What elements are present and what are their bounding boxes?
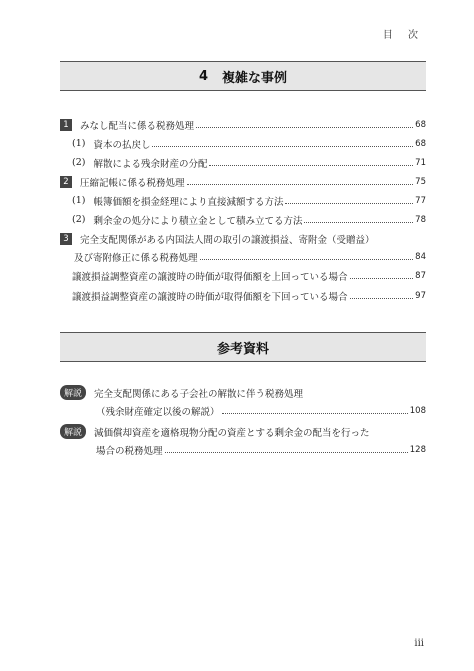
toc-entry[interactable] — [60, 230, 426, 247]
page-number: 78 — [415, 214, 426, 225]
reference-heading — [60, 332, 426, 362]
toc-entry-continuation[interactable] — [74, 248, 426, 265]
toc-subentry-title: 剰余金の処分により積立金として積み立てる方法 — [93, 215, 303, 227]
toc-subentry-title: 資本の払戻し — [93, 139, 151, 151]
toc-entry-title: みなし配当に係る税務処理 — [80, 120, 195, 132]
reference-entry[interactable] — [60, 384, 426, 401]
item-number-badge: 3 — [60, 233, 72, 245]
running-header: 目 次 — [382, 30, 424, 41]
subentry-number: (1) — [72, 195, 86, 206]
dot-leader — [304, 222, 413, 223]
toc-subentry[interactable] — [72, 192, 426, 209]
toc-subentry-title: 譲渡損益調整資産の譲渡時の時価が取得価額を下回っている場合 — [72, 291, 348, 303]
toc-entry[interactable] — [60, 173, 426, 190]
toc-entry-title: 完全支配関係がある内国法人間の取引の譲渡損益、寄附金（受贈益） — [80, 234, 375, 246]
item-number-badge: 1 — [60, 119, 72, 131]
section-heading — [60, 61, 426, 91]
page-number: 77 — [415, 195, 426, 206]
dot-leader — [196, 127, 413, 128]
dot-leader — [350, 298, 414, 299]
reference-entry-title: 減価償却資産を適格現物分配の資産とする剰余金の配当を行った — [94, 427, 370, 439]
commentary-tag: 解説 — [60, 424, 86, 439]
reference-entry-title-continued: （残余財産確定以後の解説） — [96, 406, 220, 418]
dot-leader — [350, 278, 414, 279]
subentry-number: (1) — [72, 138, 86, 149]
toc-subentry[interactable] — [72, 154, 426, 171]
reference-entry-continuation[interactable] — [96, 441, 426, 458]
dot-leader — [200, 259, 414, 260]
subentry-number: (2) — [72, 157, 86, 168]
item-number-badge: 2 — [60, 176, 72, 188]
reference-entry-title: 完全支配関係にある子会社の解散に伴う税務処理 — [94, 388, 304, 400]
commentary-tag: 解説 — [60, 385, 86, 400]
page-number: 87 — [415, 270, 426, 281]
page-number: 84 — [415, 251, 426, 262]
toc-subentry-title: 帳簿価額を損金経理により直接減額する方法 — [93, 196, 284, 208]
toc-entry[interactable] — [60, 116, 426, 133]
dot-leader — [285, 203, 413, 204]
page-number: 75 — [415, 176, 426, 187]
reference-entry[interactable] — [60, 423, 426, 440]
reference-title: 参考資料 — [216, 341, 269, 357]
dot-leader — [187, 184, 414, 185]
toc-subentry-title: 譲渡損益調整資産の譲渡時の時価が取得価額を上回っている場合 — [72, 271, 348, 283]
toc-subentry[interactable] — [72, 287, 426, 304]
page-number: 68 — [415, 138, 426, 149]
page-number: 97 — [415, 290, 426, 301]
reference-entry-continuation[interactable] — [96, 402, 426, 419]
toc-subentry[interactable] — [72, 211, 426, 228]
page-number: 68 — [415, 119, 426, 130]
page-number: 71 — [415, 157, 426, 168]
toc-entry-title: 圧縮記帳に係る税務処理 — [80, 177, 185, 189]
page-folio: iii — [414, 638, 424, 649]
toc-subentry[interactable] — [72, 267, 426, 284]
subentry-number: (2) — [72, 214, 86, 225]
dot-leader — [222, 413, 408, 414]
toc-subentry[interactable] — [72, 135, 426, 152]
section-number: 4 — [198, 68, 209, 84]
reference-entry-title-continued: 場合の税務処理 — [96, 445, 163, 457]
page-number: 128 — [409, 444, 426, 455]
section-title: 複雑な事例 — [222, 70, 288, 86]
page-number: 108 — [409, 405, 426, 416]
dot-leader — [165, 452, 408, 453]
toc-entry-title-continued: 及び寄附修正に係る税務処理 — [74, 252, 198, 264]
dot-leader — [209, 165, 413, 166]
toc-subentry-title: 解散による残余財産の分配 — [93, 158, 208, 170]
dot-leader — [152, 146, 413, 147]
